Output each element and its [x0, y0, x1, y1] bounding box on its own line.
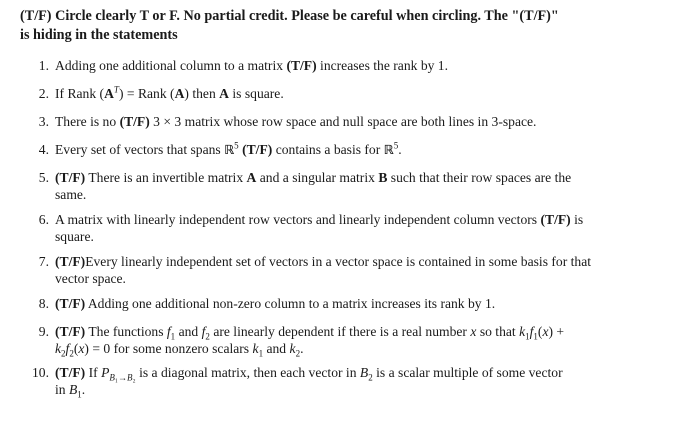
instructions-line-2: is hiding in the statements: [20, 27, 178, 43]
instructions-header: [20, 7, 690, 45]
tf-marker: (T/F): [242, 142, 273, 157]
question-item-9: [20, 323, 690, 357]
question-text: (T/F) Adding one additional non-zero column to a matrix increases its rank by 1.: [55, 296, 496, 311]
question-item-3: [20, 113, 690, 130]
question-text: (T/F) If $P_{B_1\to B_2}$ is a diagonal matrix, then each vector in $B_2$ is a scalar multiple of some vector in $B_1$.: [55, 365, 563, 400]
question-text: Every set of vectors that spans ℝ$^5$ (T/F) contains a basis for ℝ$^5$.: [55, 140, 402, 157]
question-number: 7.: [38, 254, 49, 269]
question-number: 10.: [32, 365, 49, 380]
question-text: If Rank $(A^T)$ = Rank (A) then A is square.: [55, 84, 284, 101]
tf-marker: (T/F): [55, 365, 86, 380]
question-number: 2.: [38, 86, 49, 101]
question-text: (T/F) The functions $f_1$ and $f_2$ are linearly dependent if there is a real number x so that $k_1f_1(x)$ + $k_2f_2(x) = 0$ for some nonzero scalars $k_1$ and $k_2$.: [55, 324, 565, 359]
question-item-7: [20, 253, 690, 287]
question-number: 8.: [38, 296, 49, 311]
question-item-5: [20, 169, 690, 203]
question-list: [20, 57, 690, 398]
tf-marker: (T/F): [55, 254, 86, 269]
question-number: 1.: [38, 58, 49, 73]
question-item-8: [20, 295, 690, 312]
question-number: 5.: [38, 170, 49, 185]
instructions-line-1: (T/F) Circle clearly T or F. No partial credit. Please be careful when circling. The "(T/F)": [20, 8, 559, 24]
question-item-2: [20, 85, 690, 102]
question-number: 4.: [38, 142, 49, 157]
tf-marker: (T/F): [55, 324, 86, 339]
question-number: 3.: [38, 114, 49, 129]
tf-marker: (T/F): [286, 58, 317, 73]
tf-marker: (T/F): [55, 170, 86, 185]
question-text: There is no (T/F) 3 × 3 matrix whose row space and null space are both lines in 3-space.: [55, 114, 537, 129]
tf-marker: (T/F): [119, 114, 150, 129]
tf-marker: (T/F): [540, 212, 571, 227]
question-text: A matrix with linearly independent row vectors and linearly independent column vectors (T/F) is square.: [55, 212, 584, 244]
question-text: (T/F) There is an invertible matrix A and a singular matrix B such that their row spaces are the same.: [55, 170, 572, 202]
question-number: 6.: [38, 212, 49, 227]
question-text: Adding one additional column to a matrix (T/F) increases the rank by 1.: [55, 58, 449, 73]
question-item-4: [20, 141, 690, 158]
tf-marker: (T/F): [55, 296, 86, 311]
question-item-10: [20, 364, 690, 398]
question-number: 9.: [38, 324, 49, 339]
question-item-1: [20, 57, 690, 74]
question-item-6: [20, 211, 690, 245]
question-text: (T/F)Every linearly independent set of vectors in a vector space is contained in some basis for that vector space.: [55, 254, 592, 286]
